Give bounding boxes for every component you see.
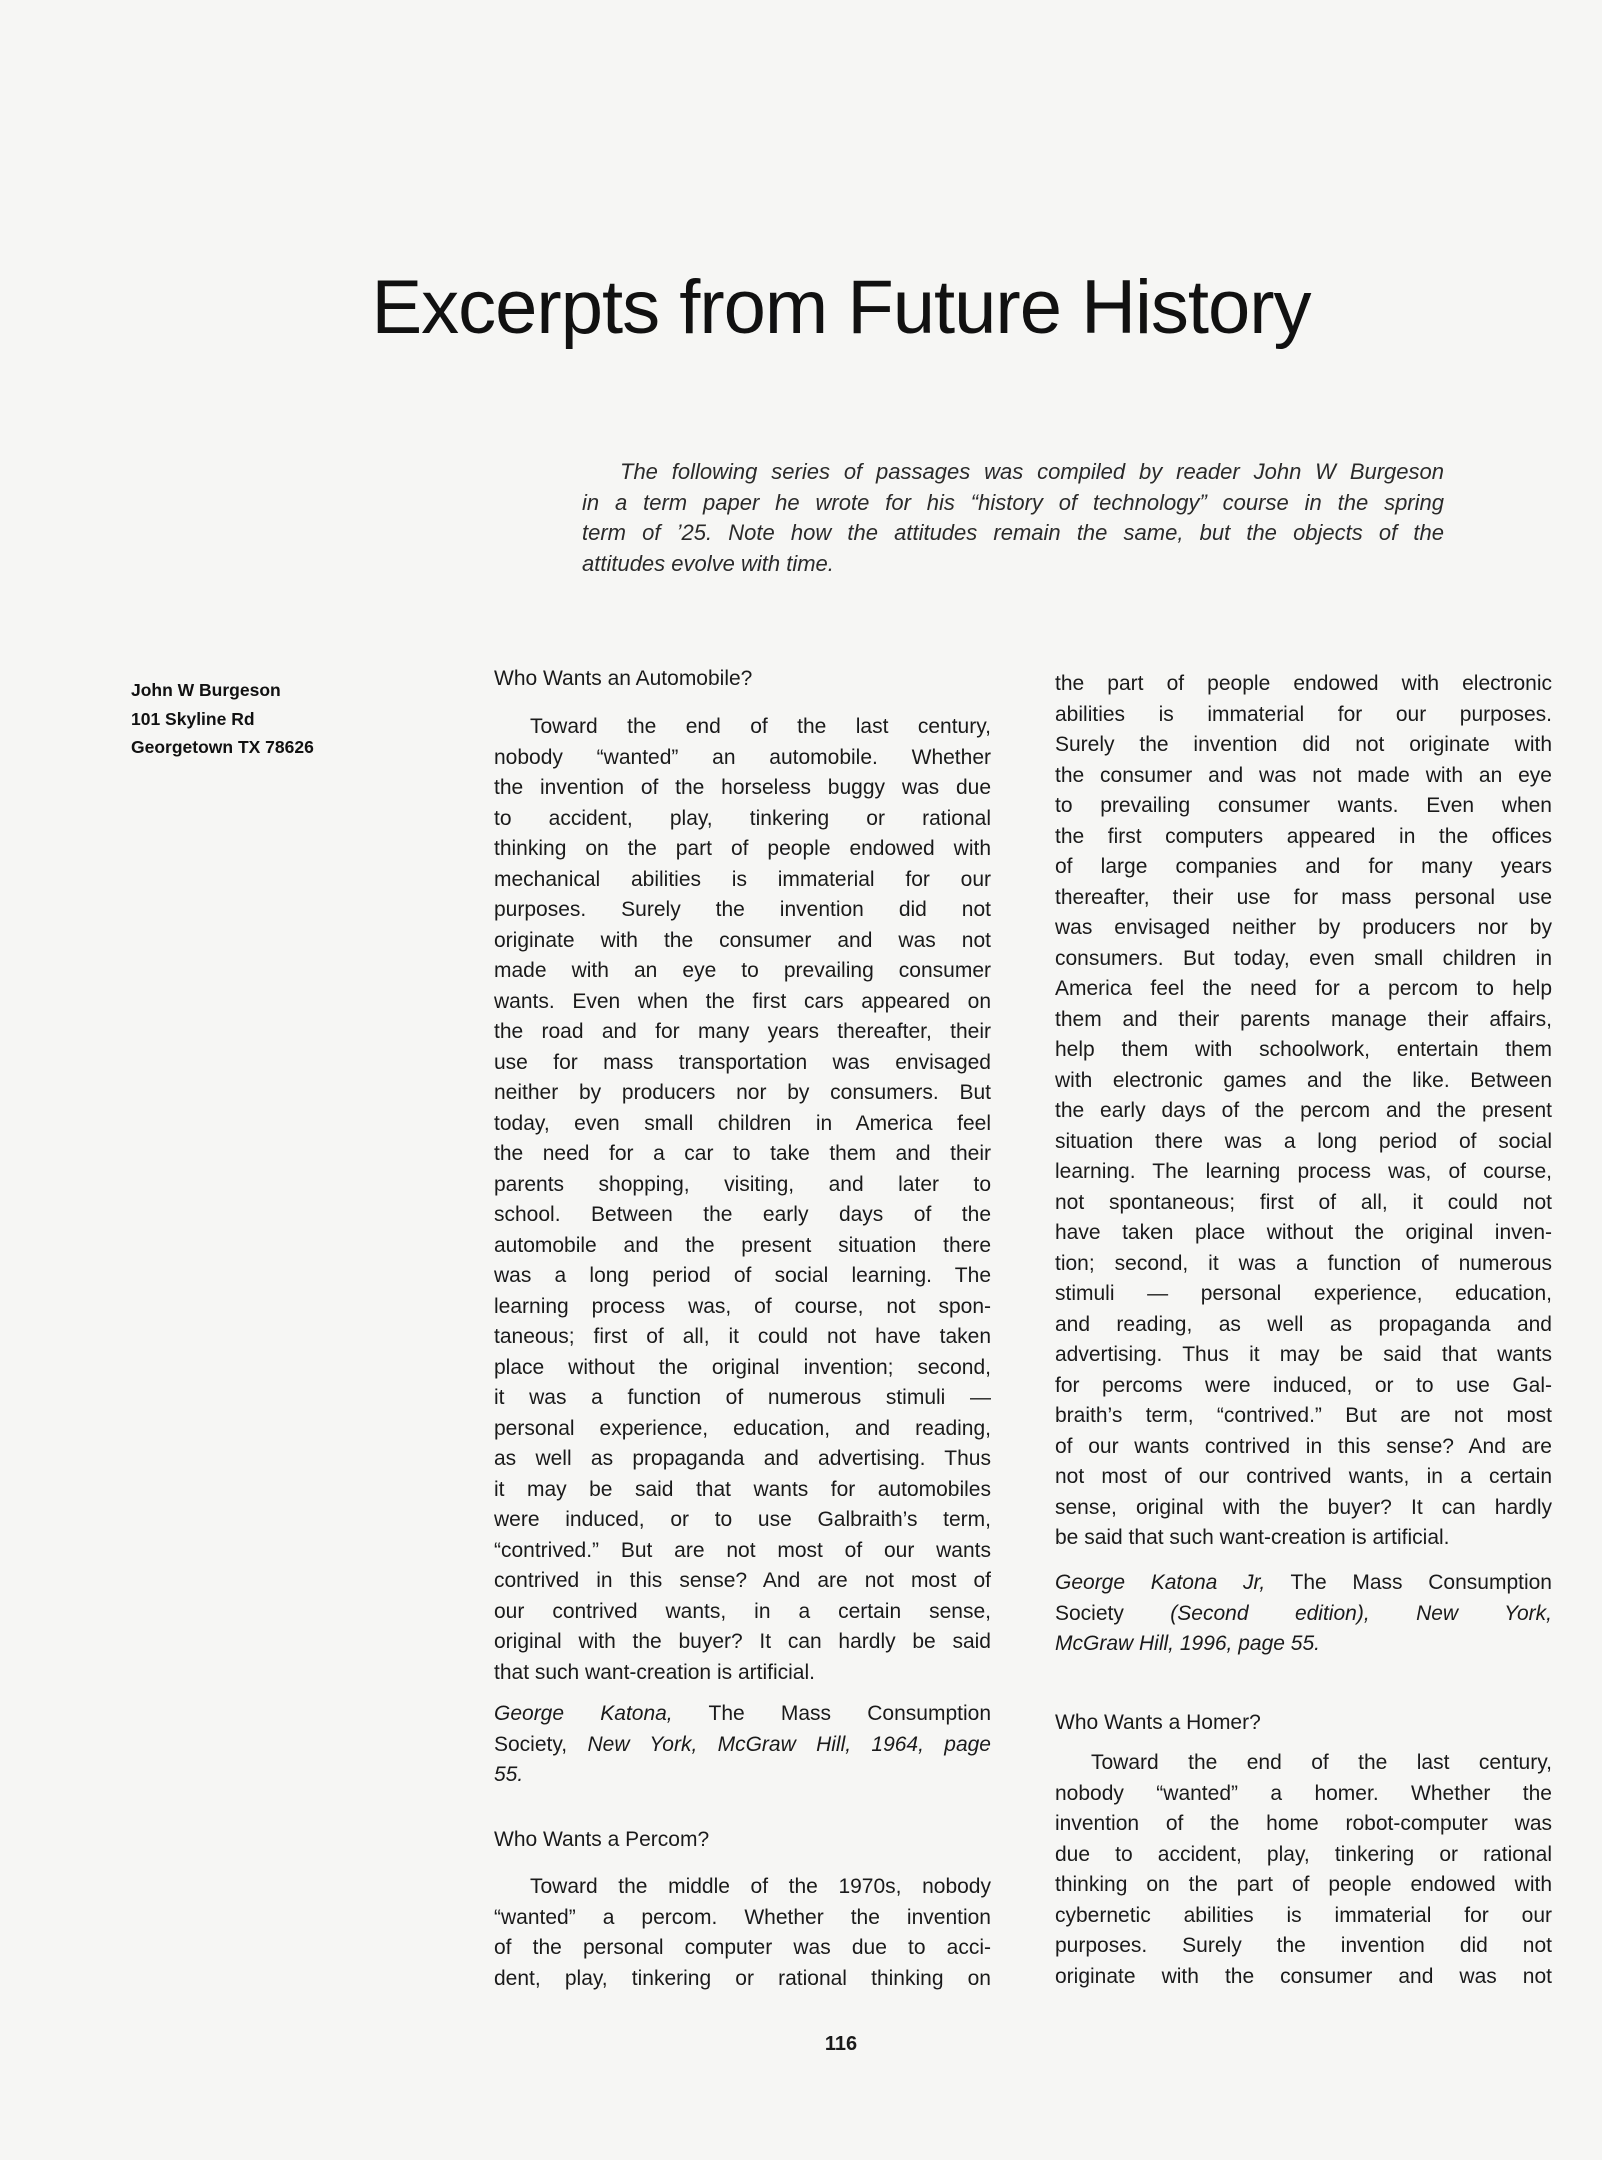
text-line: wants. Even when the first cars appeared on [494,989,991,1013]
text-line: not most of our contrived wants, in a certain [1055,1465,1552,1488]
text-line: original with the buyer? It can hardly be said [494,1630,991,1653]
text-line: originate with the consumer and was not [1055,1964,1552,1988]
text-line: cybernetic abilities is immaterial for our [1055,1903,1552,1927]
text-line: not spontaneous; first of all, it could not [1055,1190,1552,1214]
text-line: for percoms were induced, or to use Gal- [1055,1373,1552,1397]
text-line: the need for a car to take them and their [494,1142,991,1165]
text-line: made with an eye to prevailing consumer [494,959,991,982]
text-line: personal experience, education, and reading, [494,1416,991,1440]
text-line: invention of the home robot-computer was [1055,1812,1552,1835]
section-heading-homer: Who Wants a Homer? [1055,1711,1261,1734]
text-line: use for mass transportation was envisaged [494,1050,991,1074]
citation-automobile [494,1699,991,1791]
citation-segment: McGraw Hill, 1996, page 55. [1055,1632,1320,1655]
citation-segment: 55. [494,1763,524,1786]
section-heading-automobile: Who Wants an Automobile? [494,667,753,690]
text-line: stimuli — personal experience, education, [1055,1282,1552,1305]
author-name: John W Burgeson [131,680,281,700]
text-line: the first computers appeared in the offices [1055,824,1552,848]
text-line: place without the original invention; second, [494,1355,991,1379]
section-body-percom-continued [1055,669,1552,1554]
text-line: the consumer and was not made with an eye [1055,763,1552,787]
section-body-percom [494,1872,991,1994]
text-line: thinking on the part of people endowed with [494,837,991,860]
text-line: “contrived.” But are not most of our wants [494,1538,991,1562]
text-line: taneous; first of all, it could not have taken [494,1325,991,1348]
text-line: it was a function of numerous stimuli — [494,1386,991,1409]
text-line: the part of people endowed with electronic [1055,672,1552,695]
text-line: term of ’25. Note how the attitudes remain the same, but the objects of the [582,520,1444,545]
text-line: originate with the consumer and was not [494,928,991,952]
text-line: school. Between the early days of the [494,1203,991,1226]
citation-line [494,1699,991,1730]
section-body-homer [1055,1748,1552,1992]
text-line: be said that such want-creation is artificial. [1055,1526,1450,1549]
page-number: 116 [824,2033,858,2055]
text-line: mechanical abilities is immaterial for our [494,867,991,891]
text-line: “wanted” a percom. Whether the invention [494,1905,991,1929]
text-line: dent, play, tinkering or rational thinking on [494,1966,991,1990]
author-street: 101 Skyline Rd [131,708,255,729]
text-line: The following series of passages was compiled by reader John W Burgeson [620,459,1444,484]
citation-segment: George Katona Jr, [1055,1571,1266,1594]
author-address [131,676,314,762]
author-city: Georgetown TX 78626 [131,737,314,757]
text-line: situation there was a long period of social [1055,1129,1552,1153]
text-line: of large companies and for many years [1055,855,1552,878]
text-line: America feel the need for a percom to help [1055,977,1552,1000]
text-line: parents shopping, visiting, and later to [494,1172,991,1196]
text-line: of our wants contrived in this sense? And are [1055,1434,1552,1458]
text-line: attitudes evolve with time. [582,550,834,576]
citation-segment: The Mass Consumption [672,1702,991,1725]
text-line: contrived in this sense? And are not most of [494,1569,991,1592]
citation-percom [1055,1568,1552,1660]
text-line: due to accident, play, tinkering or rational [1055,1842,1552,1866]
text-line: Toward the end of the last century, [1091,1751,1552,1774]
text-line: nobody “wanted” a homer. Whether the [1055,1781,1552,1805]
text-line: was envisaged neither by producers nor by [1055,916,1552,939]
text-line: it may be said that wants for automobiles [494,1477,991,1501]
citation-line [1055,1599,1552,1630]
text-line: thereafter, their use for mass personal use [1055,885,1552,909]
text-line: help them with schoolwork, entertain them [1055,1038,1552,1061]
text-line: thinking on the part of people endowed with [1055,1873,1552,1896]
citation-segment: George Katona, [494,1702,673,1725]
text-line: and reading, as well as propaganda and [1055,1312,1552,1336]
text-line: tion; second, it was a function of numerous [1055,1251,1552,1275]
citation-segment: (Second edition), New York, [1123,1601,1552,1625]
text-line: sense, original with the buyer? It can hardly [1055,1495,1552,1519]
citation-segment: Society, [494,1732,568,1756]
text-line: Toward the end of the last century, [530,715,991,738]
text-line: the road and for many years thereafter, their [494,1020,991,1043]
text-line: in a term paper he wrote for his “history of technology” course in the spring [582,489,1444,515]
text-line: were induced, or to use Galbraith’s term, [494,1508,991,1531]
text-line: consumers. But today, even small children in [1055,946,1552,970]
citation-line [494,1730,991,1761]
citation-segment: Society [1055,1601,1124,1625]
text-line: today, even small children in America feel [494,1111,991,1135]
text-line: to prevailing consumer wants. Even when [1055,794,1552,817]
text-line: the early days of the percom and the present [1055,1099,1552,1122]
text-line: was a long period of social learning. The [494,1264,991,1287]
citation-line [494,1760,991,1791]
article-title: Excerpts from Future History [371,264,1311,350]
text-line: advertising. Thus it may be said that wants [1055,1343,1552,1366]
text-line: the invention of the horseless buggy was due [494,776,991,799]
text-line: neither by producers nor by consumers. But [494,1081,991,1104]
citation-segment: New York, McGraw Hill, 1964, page [567,1732,991,1756]
text-line: that such want-creation is artificial. [494,1660,815,1684]
text-line: them and their parents manage their affairs, [1055,1007,1552,1031]
text-line: learning process was, of course, not spon- [494,1294,991,1318]
text-line: of the personal computer was due to acci- [494,1936,991,1959]
text-line: with electronic games and the like. Between [1055,1068,1552,1092]
citation-line [1055,1629,1552,1660]
text-line: learning. The learning process was, of course, [1055,1160,1552,1183]
section-body-automobile [494,712,991,1688]
text-line: nobody “wanted” an automobile. Whether [494,745,991,769]
text-line: our contrived wants, in a certain sense, [494,1599,991,1623]
text-line: automobile and the present situation there [494,1233,991,1257]
text-line: purposes. Surely the invention did not [494,898,991,921]
text-line: abilities is immaterial for our purposes. [1055,702,1552,726]
section-heading-percom: Who Wants a Percom? [494,1828,710,1851]
text-line: as well as propaganda and advertising. Thus [494,1447,991,1470]
text-line: purposes. Surely the invention did not [1055,1934,1552,1957]
intro-paragraph [582,456,1444,578]
citation-line [1055,1568,1552,1599]
text-line: to accident, play, tinkering or rational [494,806,991,830]
text-line: Surely the invention did not originate with [1055,733,1552,756]
citation-segment: The Mass Consumption [1265,1571,1552,1594]
text-line: braith’s term, “contrived.” But are not most [1055,1404,1552,1427]
text-line: Toward the middle of the 1970s, nobody [530,1875,991,1898]
text-line: have taken place without the original inven- [1055,1221,1552,1244]
